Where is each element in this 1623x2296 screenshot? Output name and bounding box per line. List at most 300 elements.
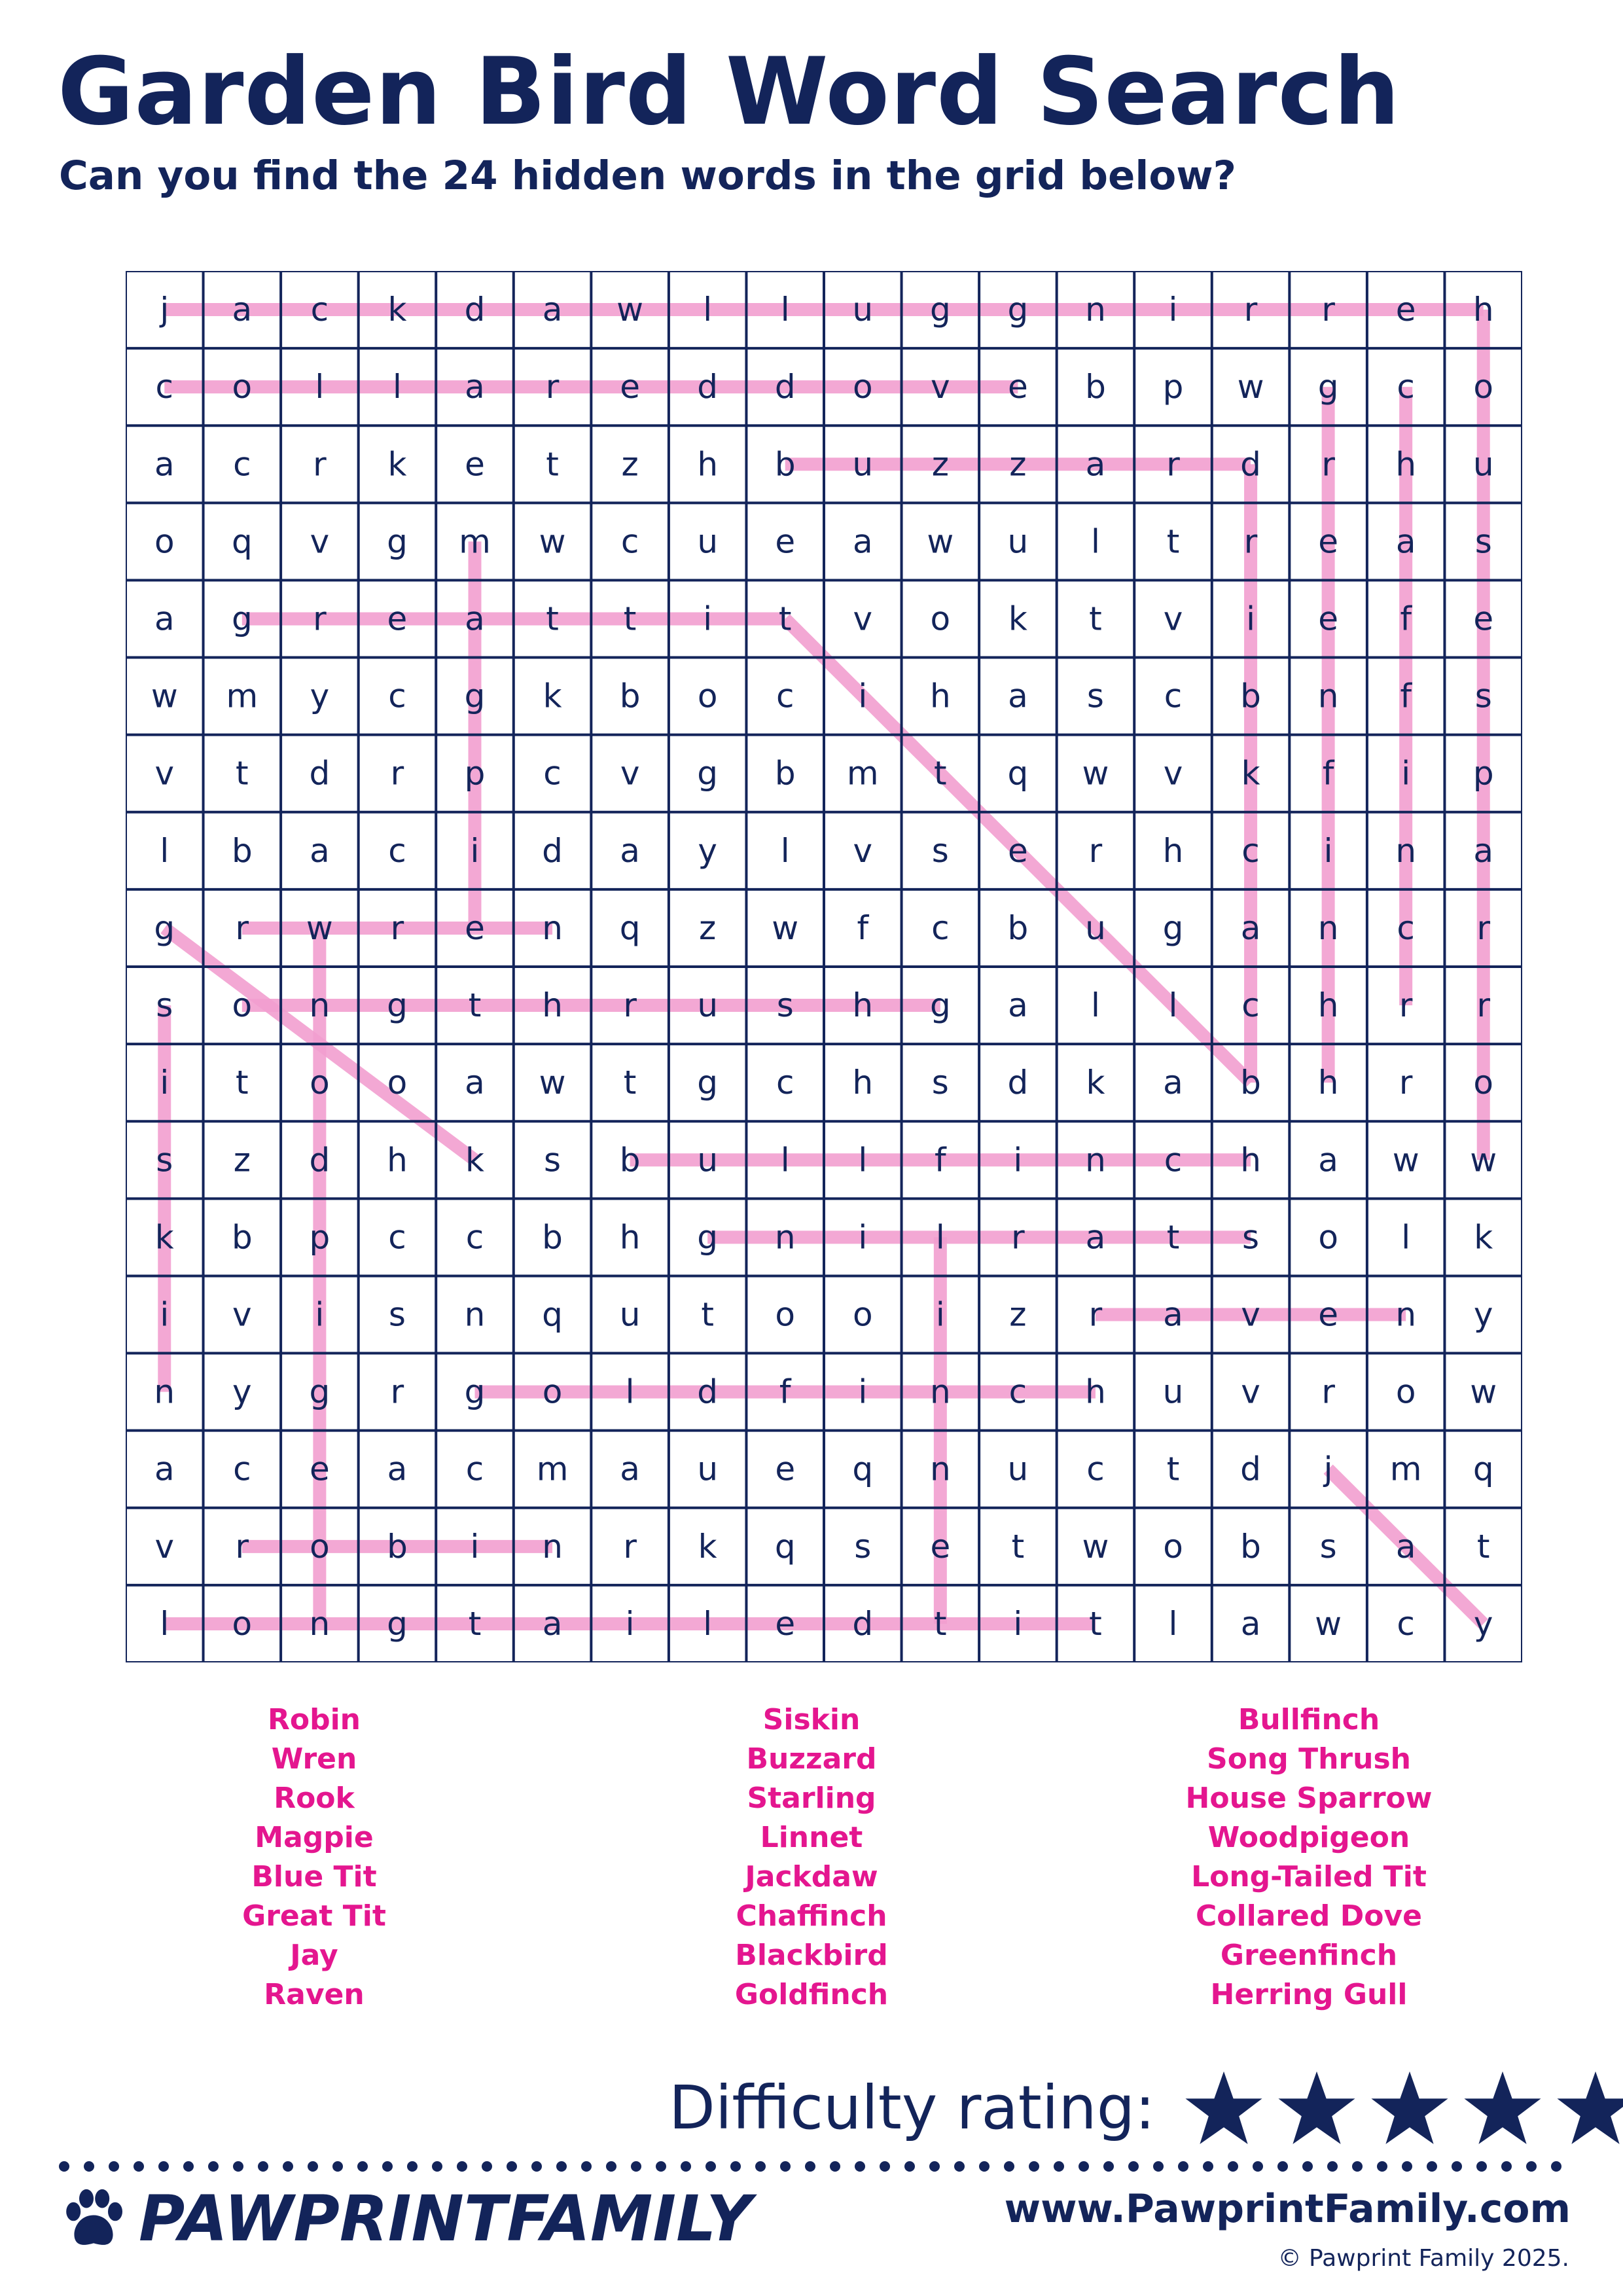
grid-cell-letter[interactable]: l — [935, 1218, 945, 1257]
grid-cell-letter[interactable]: n — [1317, 677, 1339, 715]
grid-cell-letter[interactable]: u — [852, 291, 874, 329]
grid-cell-letter[interactable]: k — [387, 445, 407, 484]
grid-cell-letter[interactable]: k — [1241, 754, 1260, 793]
grid-cell-letter[interactable]: m — [846, 754, 879, 793]
grid-cell-letter[interactable]: h — [1317, 986, 1339, 1025]
grid-cell-letter[interactable]: r — [1399, 986, 1413, 1025]
grid-cell-letter[interactable]: a — [1008, 677, 1028, 715]
grid-cell-letter[interactable]: e — [1318, 600, 1338, 638]
grid-cell-letter[interactable]: w — [1082, 754, 1109, 793]
grid-cell-letter[interactable]: l — [780, 291, 790, 329]
grid-cell-letter[interactable]: k — [1008, 600, 1027, 638]
grid-cell-letter[interactable]: n — [309, 986, 330, 1025]
grid-cell-letter[interactable]: d — [852, 1604, 874, 1643]
grid-cell-letter[interactable]: n — [464, 1295, 486, 1334]
grid-cell-letter[interactable]: b — [774, 754, 796, 793]
grid-cell-letter[interactable]: p — [1472, 754, 1494, 793]
grid-cell-letter[interactable]: t — [1166, 1218, 1180, 1257]
grid-cell-letter[interactable]: r — [1011, 1218, 1025, 1257]
grid-cell-letter[interactable]: q — [231, 522, 253, 561]
grid-cell-letter[interactable]: d — [309, 754, 330, 793]
grid-cell-letter[interactable]: i — [858, 1372, 868, 1411]
grid-cell-letter[interactable]: h — [1162, 831, 1184, 870]
grid-cell-letter[interactable]: h — [1240, 1141, 1261, 1179]
grid-cell-letter[interactable]: h — [1317, 1064, 1339, 1102]
grid-cell-letter[interactable]: w — [151, 677, 178, 715]
grid-cell-letter[interactable]: a — [1240, 1604, 1261, 1643]
grid-cell-letter[interactable]: m — [1389, 1450, 1422, 1488]
grid-cell-letter[interactable]: n — [1317, 908, 1339, 947]
grid-cell-letter[interactable]: b — [1085, 368, 1106, 406]
grid-cell-letter[interactable]: c — [388, 677, 406, 715]
grid-cell-letter[interactable]: t — [236, 1064, 249, 1102]
grid-cell-letter[interactable]: e — [387, 600, 408, 638]
grid-cell-letter[interactable]: e — [310, 1450, 330, 1488]
grid-cell-letter[interactable]: h — [542, 986, 563, 1025]
grid-cell-letter[interactable]: k — [465, 1141, 484, 1179]
grid-cell-letter[interactable]: n — [1395, 831, 1417, 870]
grid-cell-letter[interactable]: c — [1241, 986, 1260, 1025]
grid-cell-letter[interactable]: c — [543, 754, 562, 793]
grid-cell-letter[interactable]: e — [1318, 522, 1338, 561]
grid-cell-letter[interactable]: l — [625, 1372, 635, 1411]
grid-cell-letter[interactable]: a — [465, 1064, 485, 1102]
grid-cell-letter[interactable]: r — [313, 600, 327, 638]
grid-cell-letter[interactable]: t — [623, 600, 637, 638]
grid-cell-letter[interactable]: n — [929, 1372, 951, 1411]
grid-cell-letter[interactable]: a — [465, 600, 485, 638]
grid-cell-letter[interactable]: v — [931, 368, 950, 406]
grid-cell-letter[interactable]: c — [931, 908, 950, 947]
grid-cell-letter[interactable]: k — [1474, 1218, 1493, 1257]
grid-cell-letter[interactable]: t — [468, 1604, 482, 1643]
grid-cell-letter[interactable]: v — [154, 754, 175, 793]
grid-cell-letter[interactable]: a — [1395, 1527, 1416, 1566]
grid-cell-letter[interactable]: r — [1321, 1372, 1335, 1411]
grid-cell-letter[interactable]: i — [935, 1295, 945, 1334]
grid-cell-letter[interactable]: c — [233, 445, 251, 484]
grid-cell-letter[interactable]: o — [1395, 1372, 1416, 1411]
grid-cell-letter[interactable]: s — [544, 1141, 562, 1179]
grid-cell-letter[interactable]: o — [310, 1527, 330, 1566]
grid-cell-letter[interactable]: s — [388, 1295, 406, 1334]
grid-cell-letter[interactable]: a — [1240, 908, 1261, 947]
grid-cell-letter[interactable]: i — [315, 1295, 325, 1334]
grid-cell-letter[interactable]: y — [310, 677, 330, 715]
grid-cell-letter[interactable]: f — [1400, 600, 1412, 638]
grid-cell-letter[interactable]: l — [858, 1141, 868, 1179]
grid-cell-letter[interactable]: a — [1395, 522, 1416, 561]
grid-cell-letter[interactable]: a — [620, 1450, 640, 1488]
grid-cell-letter[interactable]: t — [1089, 1604, 1102, 1643]
grid-cell-letter[interactable]: b — [619, 677, 641, 715]
grid-cell-letter[interactable]: b — [542, 1218, 563, 1257]
grid-cell-letter[interactable]: k — [543, 677, 562, 715]
grid-cell-letter[interactable]: o — [697, 677, 718, 715]
grid-cell-letter[interactable]: o — [775, 1295, 796, 1334]
grid-cell-letter[interactable]: g — [387, 522, 408, 561]
grid-cell-letter[interactable]: r — [1088, 1295, 1103, 1334]
grid-cell-letter[interactable]: a — [1163, 1064, 1183, 1102]
grid-cell-letter[interactable]: q — [1007, 754, 1029, 793]
grid-cell-letter[interactable]: t — [1166, 522, 1180, 561]
grid-cell-letter[interactable]: q — [542, 1295, 563, 1334]
grid-cell-letter[interactable]: t — [701, 1295, 714, 1334]
grid-cell-letter[interactable]: b — [1240, 677, 1261, 715]
grid-cell-letter[interactable]: c — [388, 1218, 406, 1257]
grid-cell-letter[interactable]: h — [929, 677, 951, 715]
grid-cell-letter[interactable]: r — [545, 368, 560, 406]
grid-cell-letter[interactable]: q — [852, 1450, 874, 1488]
grid-cell-letter[interactable]: c — [310, 291, 329, 329]
grid-cell-letter[interactable]: o — [1318, 1218, 1338, 1257]
grid-cell-letter[interactable]: g — [1317, 368, 1339, 406]
grid-cell-letter[interactable]: i — [1168, 291, 1178, 329]
grid-cell-letter[interactable]: p — [464, 754, 486, 793]
grid-cell-letter[interactable]: l — [160, 1604, 169, 1643]
grid-cell-letter[interactable]: a — [620, 831, 640, 870]
grid-cell-letter[interactable]: t — [546, 600, 559, 638]
grid-cell-letter[interactable]: g — [1162, 908, 1184, 947]
grid-cell-letter[interactable]: r — [390, 1372, 404, 1411]
grid-cell-letter[interactable]: c — [1164, 1141, 1183, 1179]
grid-cell-letter[interactable]: n — [1085, 1141, 1106, 1179]
grid-cell-letter[interactable]: a — [542, 291, 563, 329]
grid-cell-letter[interactable]: c — [465, 1218, 484, 1257]
grid-cell-letter[interactable]: g — [464, 1372, 486, 1411]
grid-cell-letter[interactable]: s — [854, 1527, 872, 1566]
grid-cell-letter[interactable]: n — [542, 908, 563, 947]
grid-cell-letter[interactable]: e — [1395, 291, 1416, 329]
grid-cell-letter[interactable]: i — [858, 677, 868, 715]
grid-cell-letter[interactable]: c — [1086, 1450, 1105, 1488]
grid-cell-letter[interactable]: k — [1086, 1064, 1105, 1102]
grid-cell-letter[interactable]: r — [1243, 291, 1258, 329]
grid-cell-letter[interactable]: r — [390, 908, 404, 947]
grid-cell-letter[interactable]: i — [703, 600, 713, 638]
grid-cell-letter[interactable]: l — [1090, 522, 1100, 561]
grid-cell-letter[interactable]: e — [1473, 600, 1494, 638]
grid-cell-letter[interactable]: e — [465, 445, 485, 484]
grid-cell-letter[interactable]: d — [697, 1372, 719, 1411]
grid-cell-letter[interactable]: z — [233, 1141, 251, 1179]
grid-cell-letter[interactable]: u — [852, 445, 874, 484]
grid-cell-letter[interactable]: g — [1007, 291, 1029, 329]
grid-cell-letter[interactable]: c — [1397, 908, 1415, 947]
grid-cell-letter[interactable]: i — [858, 1218, 868, 1257]
grid-cell-letter[interactable]: g — [697, 1064, 719, 1102]
grid-cell-letter[interactable]: n — [1395, 1295, 1417, 1334]
grid-cell-letter[interactable]: a — [154, 1450, 175, 1488]
grid-cell-letter[interactable]: v — [232, 1295, 252, 1334]
grid-cell-letter[interactable]: t — [1166, 1450, 1180, 1488]
grid-cell-letter[interactable]: a — [1008, 986, 1028, 1025]
grid-cell-letter[interactable]: i — [1013, 1604, 1023, 1643]
grid-cell-letter[interactable]: a — [387, 1450, 408, 1488]
grid-cell-letter[interactable]: o — [310, 1064, 330, 1102]
website-link[interactable]: www.PawprintFamily.com — [1004, 2186, 1571, 2232]
grid-cell-letter[interactable]: r — [1243, 522, 1258, 561]
grid-cell-letter[interactable]: g — [231, 600, 253, 638]
grid-cell-letter[interactable]: i — [1401, 754, 1411, 793]
grid-cell-letter[interactable]: r — [623, 1527, 637, 1566]
grid-cell-letter[interactable]: n — [1085, 291, 1106, 329]
grid-cell-letter[interactable]: l — [703, 291, 713, 329]
grid-cell-letter[interactable]: r — [1476, 986, 1491, 1025]
grid-cell-letter[interactable]: w — [1470, 1141, 1497, 1179]
grid-cell-letter[interactable]: g — [387, 1604, 408, 1643]
grid-cell-letter[interactable]: g — [154, 908, 175, 947]
grid-cell-letter[interactable]: a — [310, 831, 330, 870]
grid-cell-letter[interactable]: c — [233, 1450, 251, 1488]
grid-cell-letter[interactable]: h — [852, 1064, 874, 1102]
grid-cell-letter[interactable]: y — [1473, 1295, 1493, 1334]
grid-cell-letter[interactable]: r — [623, 986, 637, 1025]
grid-cell-letter[interactable]: e — [775, 1450, 796, 1488]
grid-cell-letter[interactable]: w — [1237, 368, 1264, 406]
grid-cell-letter[interactable]: o — [154, 522, 175, 561]
grid-cell-letter[interactable]: z — [1009, 445, 1027, 484]
grid-cell-letter[interactable]: b — [619, 1141, 641, 1179]
grid-cell-letter[interactable]: o — [1473, 368, 1494, 406]
grid-cell-letter[interactable]: a — [1085, 445, 1106, 484]
grid-cell-letter[interactable]: r — [235, 908, 249, 947]
grid-cell-letter[interactable]: i — [625, 1604, 635, 1643]
grid-cell-letter[interactable]: w — [616, 291, 644, 329]
grid-cell-letter[interactable]: n — [309, 1604, 330, 1643]
grid-cell-letter[interactable]: g — [929, 291, 951, 329]
grid-cell-letter[interactable]: v — [620, 754, 640, 793]
grid-cell-letter[interactable]: a — [1473, 831, 1494, 870]
grid-cell-letter[interactable]: h — [697, 445, 719, 484]
grid-cell-letter[interactable]: f — [1322, 754, 1334, 793]
grid-cell-letter[interactable]: l — [1168, 986, 1178, 1025]
grid-cell-letter[interactable]: t — [1089, 600, 1102, 638]
grid-cell-letter[interactable]: h — [1395, 445, 1417, 484]
grid-cell-letter[interactable]: h — [619, 1218, 641, 1257]
grid-cell-letter[interactable]: n — [774, 1218, 796, 1257]
grid-cell-letter[interactable]: t — [468, 986, 482, 1025]
grid-cell-letter[interactable]: l — [1168, 1604, 1178, 1643]
grid-cell-letter[interactable]: c — [1164, 677, 1183, 715]
grid-cell-letter[interactable]: e — [465, 908, 485, 947]
grid-cell-letter[interactable]: m — [459, 522, 491, 561]
grid-cell-letter[interactable]: d — [1007, 1064, 1029, 1102]
grid-cell-letter[interactable]: e — [775, 1604, 796, 1643]
grid-cell-letter[interactable]: u — [697, 1141, 719, 1179]
grid-cell-letter[interactable]: w — [772, 908, 799, 947]
grid-cell-letter[interactable]: i — [470, 831, 480, 870]
grid-cell-letter[interactable]: s — [1242, 1218, 1260, 1257]
grid-cell-letter[interactable]: s — [931, 1064, 949, 1102]
grid-cell-letter[interactable]: g — [464, 677, 486, 715]
grid-cell-letter[interactable]: a — [852, 522, 873, 561]
grid-cell-letter[interactable]: y — [1473, 1604, 1493, 1643]
grid-cell-letter[interactable]: m — [536, 1450, 569, 1488]
grid-cell-letter[interactable]: w — [1392, 1141, 1419, 1179]
grid-cell-letter[interactable]: s — [1474, 677, 1492, 715]
grid-cell-letter[interactable]: t — [778, 600, 792, 638]
grid-cell-letter[interactable]: v — [1163, 754, 1183, 793]
grid-cell-letter[interactable]: a — [1163, 1295, 1183, 1334]
grid-cell-letter[interactable]: o — [852, 1295, 873, 1334]
grid-cell-letter[interactable]: e — [1318, 1295, 1338, 1334]
grid-cell-letter[interactable]: q — [1472, 1450, 1494, 1488]
grid-cell-letter[interactable]: e — [1008, 831, 1028, 870]
grid-cell-letter[interactable]: j — [160, 291, 169, 329]
grid-cell-letter[interactable]: u — [697, 1450, 719, 1488]
grid-cell-letter[interactable]: n — [154, 1372, 175, 1411]
grid-cell-letter[interactable]: t — [934, 754, 947, 793]
grid-cell-letter[interactable]: l — [1401, 1218, 1411, 1257]
grid-cell-letter[interactable]: u — [1162, 1372, 1184, 1411]
grid-cell-letter[interactable]: w — [1082, 1527, 1109, 1566]
grid-cell-letter[interactable]: i — [1246, 600, 1256, 638]
grid-cell-letter[interactable]: r — [1321, 445, 1335, 484]
grid-cell-letter[interactable]: z — [621, 445, 639, 484]
grid-cell-letter[interactable]: o — [232, 368, 253, 406]
grid-cell-letter[interactable]: o — [1163, 1527, 1183, 1566]
grid-cell-letter[interactable]: w — [1315, 1604, 1342, 1643]
grid-cell-letter[interactable]: c — [776, 677, 794, 715]
grid-cell-letter[interactable]: w — [927, 522, 954, 561]
grid-cell-letter[interactable]: b — [231, 831, 253, 870]
grid-cell-letter[interactable]: l — [315, 368, 325, 406]
grid-cell-letter[interactable]: a — [1318, 1141, 1338, 1179]
word-search-grid[interactable] — [126, 271, 1522, 1662]
grid-cell-letter[interactable]: u — [619, 1295, 641, 1334]
grid-cell-letter[interactable]: h — [1085, 1372, 1106, 1411]
grid-cell-letter[interactable]: u — [697, 522, 719, 561]
grid-cell-letter[interactable]: e — [930, 1527, 951, 1566]
grid-cell-letter[interactable]: z — [931, 445, 949, 484]
grid-cell-letter[interactable]: v — [853, 600, 873, 638]
grid-cell-letter[interactable]: o — [852, 368, 873, 406]
grid-cell-letter[interactable]: g — [387, 986, 408, 1025]
grid-cell-letter[interactable]: n — [542, 1527, 563, 1566]
grid-cell-letter[interactable]: c — [1397, 1604, 1415, 1643]
grid-cell-letter[interactable]: k — [387, 291, 407, 329]
grid-cell-letter[interactable]: e — [775, 522, 796, 561]
grid-cell-letter[interactable]: i — [470, 1527, 480, 1566]
grid-cell-letter[interactable]: f — [857, 908, 869, 947]
grid-cell-letter[interactable]: v — [1241, 1295, 1260, 1334]
grid-cell-letter[interactable]: r — [313, 445, 327, 484]
grid-cell-letter[interactable]: t — [236, 754, 249, 793]
grid-cell-letter[interactable]: u — [1085, 908, 1106, 947]
grid-cell-letter[interactable]: t — [1011, 1527, 1025, 1566]
grid-cell-letter[interactable]: z — [699, 908, 717, 947]
grid-cell-letter[interactable]: c — [1008, 1372, 1027, 1411]
grid-cell-letter[interactable]: o — [542, 1372, 563, 1411]
grid-cell-letter[interactable]: b — [231, 1218, 253, 1257]
grid-cell-letter[interactable]: a — [154, 600, 175, 638]
grid-cell-letter[interactable]: z — [1009, 1295, 1027, 1334]
grid-cell-letter[interactable]: c — [1241, 831, 1260, 870]
grid-cell-letter[interactable]: v — [853, 831, 873, 870]
grid-cell-letter[interactable]: u — [1472, 445, 1494, 484]
grid-cell-letter[interactable]: t — [546, 445, 559, 484]
grid-cell-letter[interactable]: c — [155, 368, 174, 406]
grid-cell-letter[interactable]: o — [387, 1064, 408, 1102]
grid-cell-letter[interactable]: c — [620, 522, 639, 561]
grid-cell-letter[interactable]: p — [1162, 368, 1184, 406]
grid-cell-letter[interactable]: s — [1474, 522, 1492, 561]
grid-cell-letter[interactable]: q — [774, 1527, 796, 1566]
grid-cell-letter[interactable]: t — [1476, 1527, 1490, 1566]
grid-cell-letter[interactable]: l — [703, 1604, 713, 1643]
grid-cell-letter[interactable]: u — [1007, 1450, 1029, 1488]
grid-cell-letter[interactable]: b — [774, 445, 796, 484]
grid-cell-letter[interactable]: m — [226, 677, 259, 715]
grid-cell-letter[interactable]: d — [1240, 445, 1261, 484]
grid-cell-letter[interactable]: c — [776, 1064, 794, 1102]
grid-cell-letter[interactable]: l — [780, 831, 790, 870]
grid-cell-letter[interactable]: i — [1013, 1141, 1023, 1179]
grid-cell-letter[interactable]: o — [930, 600, 951, 638]
grid-cell-letter[interactable]: d — [542, 831, 563, 870]
grid-cell-letter[interactable]: i — [160, 1295, 169, 1334]
grid-cell-letter[interactable]: d — [464, 291, 486, 329]
grid-cell-letter[interactable]: e — [620, 368, 640, 406]
grid-cell-letter[interactable]: w — [539, 522, 566, 561]
grid-cell-letter[interactable]: l — [392, 368, 402, 406]
grid-cell-letter[interactable]: r — [1166, 445, 1180, 484]
grid-cell-letter[interactable]: s — [776, 986, 794, 1025]
grid-cell-letter[interactable]: h — [1472, 291, 1494, 329]
grid-cell-letter[interactable]: f — [935, 1141, 946, 1179]
grid-cell-letter[interactable]: t — [623, 1064, 637, 1102]
grid-cell-letter[interactable]: v — [1241, 1372, 1260, 1411]
grid-cell-letter[interactable]: h — [852, 986, 874, 1025]
grid-cell-letter[interactable]: w — [539, 1064, 566, 1102]
grid-cell-letter[interactable]: s — [931, 831, 949, 870]
grid-cell-letter[interactable]: a — [232, 291, 253, 329]
grid-cell-letter[interactable]: i — [1323, 831, 1333, 870]
grid-cell-letter[interactable]: g — [697, 1218, 719, 1257]
grid-cell-letter[interactable]: f — [1400, 677, 1412, 715]
grid-cell-letter[interactable]: c — [388, 831, 406, 870]
grid-cell-letter[interactable]: v — [310, 522, 330, 561]
grid-cell-letter[interactable]: g — [697, 754, 719, 793]
grid-cell-letter[interactable]: s — [156, 1141, 173, 1179]
grid-cell-letter[interactable]: u — [1007, 522, 1029, 561]
grid-cell-letter[interactable]: s — [1319, 1527, 1337, 1566]
grid-cell-letter[interactable]: l — [1090, 986, 1100, 1025]
grid-cell-letter[interactable]: i — [160, 1064, 169, 1102]
grid-cell-letter[interactable]: w — [1470, 1372, 1497, 1411]
grid-cell-letter[interactable]: o — [232, 986, 253, 1025]
grid-cell-letter[interactable]: s — [156, 986, 173, 1025]
grid-cell-letter[interactable]: g — [929, 986, 951, 1025]
grid-cell-letter[interactable]: c — [465, 1450, 484, 1488]
grid-cell-letter[interactable]: b — [1240, 1064, 1261, 1102]
grid-cell-letter[interactable]: r — [235, 1527, 249, 1566]
grid-cell-letter[interactable]: v — [154, 1527, 175, 1566]
grid-cell-letter[interactable]: k — [154, 1218, 174, 1257]
grid-cell-letter[interactable]: q — [619, 908, 641, 947]
grid-cell-letter[interactable]: j — [1323, 1450, 1333, 1488]
grid-cell-letter[interactable]: b — [387, 1527, 408, 1566]
grid-cell-letter[interactable]: d — [774, 368, 796, 406]
grid-cell-letter[interactable]: g — [309, 1372, 330, 1411]
grid-cell-letter[interactable]: a — [465, 368, 485, 406]
grid-cell-letter[interactable]: d — [309, 1141, 330, 1179]
grid-cell-letter[interactable]: a — [542, 1604, 563, 1643]
grid-cell-letter[interactable]: r — [1321, 291, 1335, 329]
grid-cell-letter[interactable]: k — [698, 1527, 717, 1566]
grid-cell-letter[interactable]: d — [1240, 1450, 1261, 1488]
